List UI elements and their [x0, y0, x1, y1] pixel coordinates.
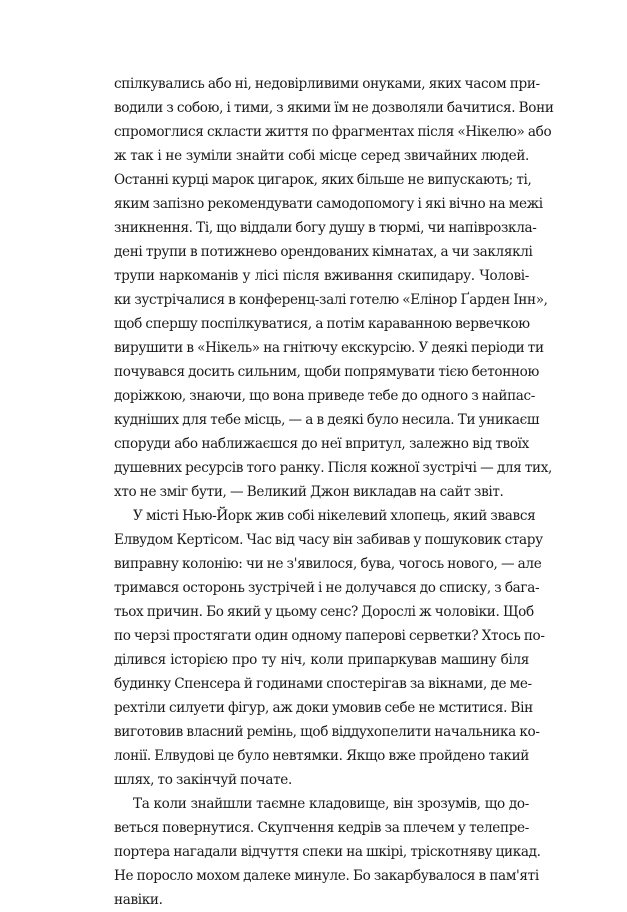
- text-line: У місті Нью-Йорк жив собі нікелевий хлопець, який звався: [133, 508, 536, 524]
- text-line: душевних ресурсів того ранку. Після кожної зустрічі — для тих,: [114, 460, 553, 476]
- text-line: Останні курці марок цигарок, яких більше не випускають; ті,: [114, 172, 532, 188]
- paragraph-2: [114, 504, 545, 792]
- text-line: трупи наркоманів у лісі після вживання скипидару. Чолові-: [114, 268, 529, 284]
- text-line: яким запізно рекомендувати самодопомогу і які вічно на межі: [114, 196, 543, 212]
- text-line: щоб спершу поспілкуватися, а потім караванною вервечкою: [114, 316, 530, 332]
- text-line: почувався досить сильним, щоби попрямувати тією бетонною: [114, 364, 539, 380]
- text-line: ділився історією про ту ніч, коли припаркував машину біля: [114, 652, 529, 668]
- text-line: Та коли знайшли таємне кладовище, він зрозумів, що до-: [133, 796, 529, 812]
- text-line: будинку Спенсера й годинами спостерігав за вікнами, де ме-: [114, 676, 532, 692]
- text-line: виготовив власний ремінь, щоб віддухопелити начальника ко-: [114, 724, 540, 740]
- text-line: хто не зміг бути, — Великий Джон викладав на сайт звіт.: [114, 484, 504, 500]
- text-line: ж так і не зуміли знайти собі місце серед звичайних людей.: [114, 148, 529, 164]
- text-line: споруди або наближаєшся до неї впритул, залежно від твоїх: [114, 436, 529, 452]
- text-line: спромоглися скласти життя по фрагментах після «Нікелю» або: [114, 124, 552, 140]
- text-line: водили з собою, і тими, з якими їм не дозволяли бачитися. Вони: [114, 100, 554, 116]
- text-line: тримався осторонь зустрічей і не долучався до списку, з бага-: [114, 580, 540, 596]
- page-body: [114, 72, 554, 912]
- text-line: виправну колонію: чи не з'явилося, бува, чогось нового, — але: [114, 556, 542, 572]
- text-line: вирушити в «Нікель» на гнітючу екскурсію. У деякі періоди ти: [114, 340, 544, 356]
- text-line: дені трупи в потижнево орендованих кімнатах, а чи закляклі: [114, 244, 533, 260]
- text-line: ки зустрічалися в конференц-залі готелю «Елінор Ґарден Інн»,: [114, 292, 548, 308]
- text-line: Елвудом Кертісом. Час від часу він забивав у пошуковик стару: [114, 532, 543, 548]
- text-line: Не поросло мохом далеке минуле. Бо закарбувалося в пам'яті: [114, 868, 539, 884]
- text-line: по черзі простягати один одному паперові серветки? Хтось по-: [114, 628, 545, 644]
- text-line: кудніших для тебе місць, — а в деякі було несила. Ти уникаєш: [114, 412, 540, 428]
- text-line: доріжкою, знаючи, що вона приведе тебе до одного з найпас-: [114, 388, 536, 404]
- paragraph-1: [114, 72, 554, 504]
- text-line: лонії. Елвудові це було невтямки. Якщо вже пройдено такий: [114, 748, 529, 764]
- text-line: веться повернутися. Скупчення кедрів за плечем у телепре-: [114, 820, 529, 836]
- text-line: зникнення. Ті, що віддали богу душу в тюрмі, чи напіврозкла-: [114, 220, 537, 236]
- text-line: портера нагадали відчуття спеки на шкірі, тріскотняву цикад.: [114, 844, 541, 860]
- text-line: спілкувались або ні, недовірливими онуками, яких часом при-: [114, 76, 540, 92]
- text-line: шлях, то закінчуй почате.: [114, 772, 292, 788]
- paragraph-3: [114, 792, 541, 912]
- text-line: рехтіли силуети фігур, аж доки умовив себе не мститися. Він: [114, 700, 533, 716]
- text-line: навіки.: [114, 892, 163, 908]
- text-line: тьох причин. Бо який у цьому сенс? Дорослі ж чоловіки. Щоб: [114, 604, 534, 620]
